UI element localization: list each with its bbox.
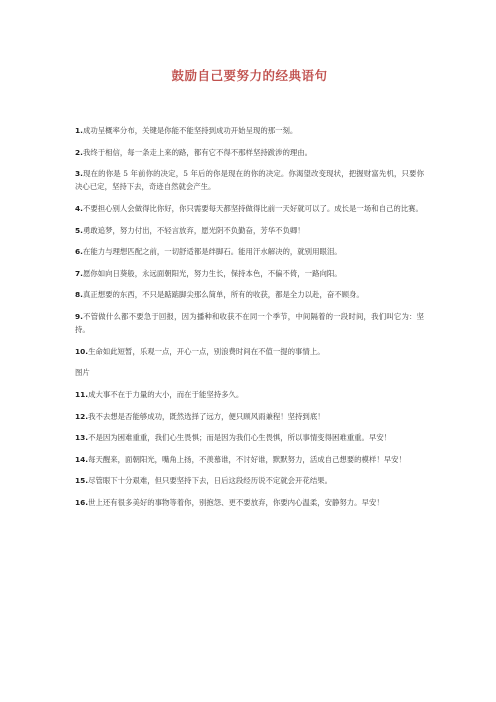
paragraph-number: 14. [75, 454, 89, 464]
paragraph [75, 453, 424, 466]
paragraph-text: 成大事不在于力量的大小，而在于能坚持多久。 [88, 389, 244, 399]
paragraph-number: 2. [75, 147, 83, 157]
paragraph-text: 在能力与理想匹配之前，一切舒适都是绊脚石。能用汗水解决的，就别用眼泪。 [82, 247, 342, 257]
paragraph [75, 366, 424, 379]
paragraph-text: 愿你如向日葵般，永远面朝阳光，努力生长，保持本色，不偏不倚，一路向阳。 [82, 268, 342, 278]
paragraph-text: 成功呈概率分布，关键是你能不能坚持到成功开始呈现的那一刻。 [82, 126, 298, 135]
paragraph-number: 12. [75, 411, 89, 421]
paragraph [75, 345, 424, 358]
paragraph [75, 202, 424, 215]
paragraph-number: 6. [75, 247, 83, 257]
paragraph-list [75, 124, 424, 509]
paragraph [75, 288, 424, 301]
paragraph [75, 410, 424, 423]
paragraph [75, 167, 424, 193]
paragraph-text: 我不去想是否能够成功，既然选择了远方，便只顾风雨兼程！坚持到底！ [88, 411, 325, 421]
paragraph-text: 每天醒来，面朝阳光，嘴角上扬，不羡慕谁，不讨好谁，默默努力，活成自己想要的模样！早安！ [88, 454, 406, 464]
paragraph-number: 15. [75, 476, 89, 486]
paragraph-number: 8. [75, 290, 83, 300]
paragraph-number: 3. [75, 169, 83, 179]
paragraph [75, 224, 424, 237]
paragraph-text: 不要担心别人会做得比你好，你只需要每天都坚持做得比前一天好就可以了。成长是一场和自己的比赛。 [82, 203, 423, 213]
paragraph-text: 世上还有很多美好的事物等着你，别抱怨、更不要放弃，你要内心温柔，安静努力。早安！ [88, 497, 384, 507]
paragraph-text: 现在的你是 5 年前你的决定，5 年后的你是现在的你的决定。你渴望改变现状，把握财富先机，只要你决心已定，坚持下去，奇迹自然就会产生。 [75, 169, 424, 192]
paragraph [75, 267, 424, 280]
paragraph [75, 431, 424, 444]
paragraph [75, 146, 424, 159]
paragraph [75, 310, 424, 336]
paragraph [75, 245, 424, 258]
paragraph [75, 474, 424, 487]
paragraph-text: 真正想要的东西，不只是踮踮脚尖那么简单，所有的收获，都是全力以赴，奋不顾身。 [82, 290, 364, 300]
paragraph [75, 496, 424, 509]
paragraph [75, 124, 424, 137]
paragraph-text: 生命如此短暂，乐观一点，开心一点，别浪费时间在不值一提的事情上。 [88, 346, 325, 356]
paragraph-number: 5. [75, 225, 83, 235]
paragraph-text: 图片 [75, 368, 90, 378]
paragraph-text: 我终于相信，每一条走上来的路，都有它不得不那样坚持跋涉的理由。 [82, 147, 313, 157]
paragraph-text: 不管做什么都不要急于回报，因为播种和收获不在同一个季节，中间隔着的一段时间，我们叫它为：坚持。 [75, 311, 424, 335]
paragraph-text: 勇敢追梦，努力付出，不轻言放弃，愿光阴不负勤奋，芳华不负卿！ [82, 225, 305, 235]
paragraph-number: 1. [75, 126, 83, 135]
paragraph [75, 388, 424, 401]
document-title: 鼓励自己要努力的经典语句 [171, 68, 328, 83]
paragraph-number: 13. [75, 433, 89, 443]
paragraph-number: 10. [75, 346, 89, 356]
paragraph-number: 11. [75, 389, 89, 399]
paragraph-text: 尽管眼下十分艰难，但只要坚持下去，日后这段经历说不定就会开花结果。 [88, 476, 332, 486]
paragraph-number: 4. [75, 203, 83, 213]
paragraph-text: 不是因为困难重重，我们心生畏惧；而是因为我们心生畏惧，所以事情变得困难重重。早安！ [88, 433, 392, 443]
paragraph-number: 7. [75, 268, 83, 278]
paragraph-number: 9. [75, 311, 83, 321]
paragraph-number: 16. [75, 497, 89, 507]
